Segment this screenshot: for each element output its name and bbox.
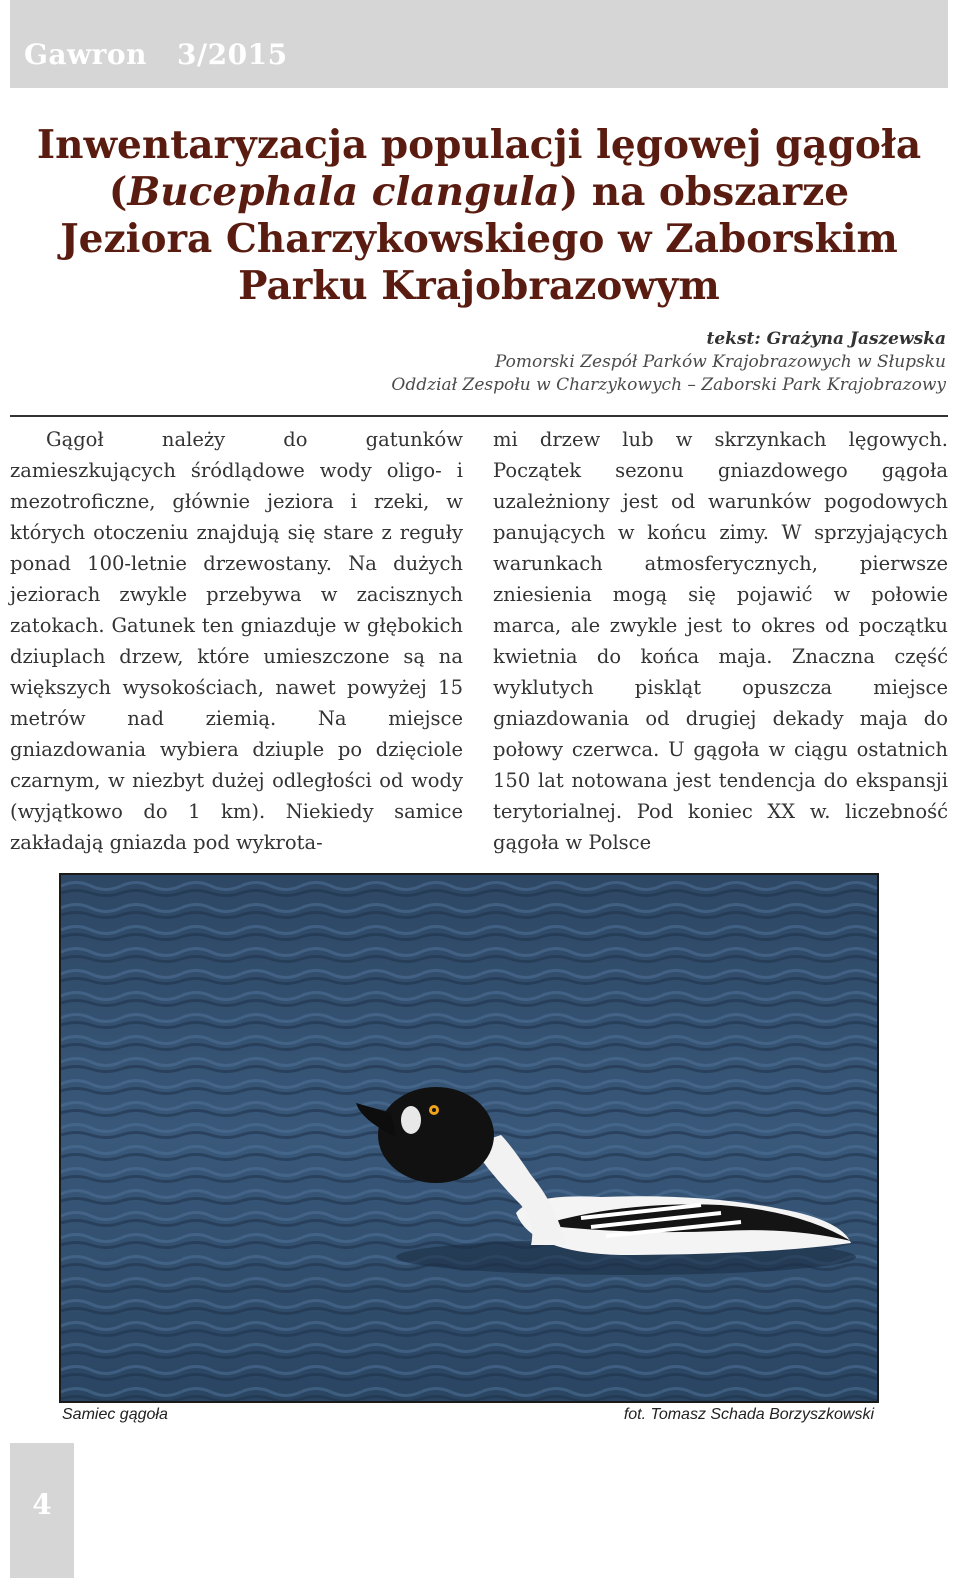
- body-column-right: [493, 424, 948, 858]
- running-header: [24, 38, 288, 71]
- journal-name: Gawron: [24, 38, 147, 71]
- photo-caption: Samiec gągoła: [62, 1406, 168, 1423]
- title-line-4: Parku Krajobrazowym: [238, 263, 720, 309]
- title-line-2-rest: ) na obszarze: [559, 169, 850, 215]
- issue-number: 3/2015: [176, 38, 288, 71]
- affiliation-1: Pomorski Zespół Parków Krajobrazowych w Słupsku: [494, 352, 946, 372]
- body-paragraph-left: Gągoł należy do gatunków zamieszkujących śródlądowe wody oligo- i mezotroficzne, głównie jeziora i rzeki, w których otoczeniu znajdują się stare z reguły ponad 100-letnie drzewostany. Na dużych jeziorach zwykle przebywa w zacisznych zatokach. Gatunek ten gniazduje w głębokich dziuplach drzew, które umieszczone są na większych wysokościach, nawet powyżej 15 metrów nad ziemią. Na miejsce gniazdowania wybiera dziuple po dzięciole czarnym, w niezbyt dużej odległości od wody (wyjątkowo do 1 km). Niekiedy samice zakładają gniazda pod wykrota-: [10, 428, 463, 854]
- duck-illustration: [61, 875, 877, 1401]
- page-number: 4: [32, 1488, 52, 1521]
- photo-credit: fot. Tomasz Schada Borzyszkowski: [623, 1406, 874, 1423]
- author: tekst: Grażyna Jaszewska: [706, 329, 946, 349]
- byline: [391, 328, 946, 397]
- title-line-3: Jeziora Charzykowskiego w Zaborskim: [60, 216, 898, 262]
- goldeneye-photo: [59, 873, 879, 1403]
- body-paragraph-right: mi drzew lub w skrzynkach lęgowych. Początek sezonu gniazdowego gągoła uzależniony jest od warunków pogodowych panujących w końcu zimy. W sprzyjających warunkach atmosferycznych, pierwsze zniesienia mogą się pojawić w połowie marca, ale zwykle jest to okres od początku kwietnia do końca maja. Znaczna część wyklutych piskląt opuszcza miejsce gniazdowania od drugiej dekady maja do połowy czerwca. U gągoła w ciągu ostatnich 150 lat notowana jest tendencja do ekspansji terytorialnej. Pod koniec XX w. liczebność gągoła w Polsce: [493, 428, 948, 854]
- body-column-left: [10, 424, 463, 858]
- title-paren-open: (: [108, 169, 128, 215]
- article-title: [20, 122, 938, 310]
- divider-rule: [10, 415, 948, 417]
- affiliation-2: Oddział Zespołu w Charzykowych – Zaborski Park Krajobrazowy: [391, 375, 946, 395]
- title-latin-name: Bucephala clangula: [127, 169, 560, 215]
- title-line-1: Inwentaryzacja populacji lęgowej gągoła: [36, 122, 922, 168]
